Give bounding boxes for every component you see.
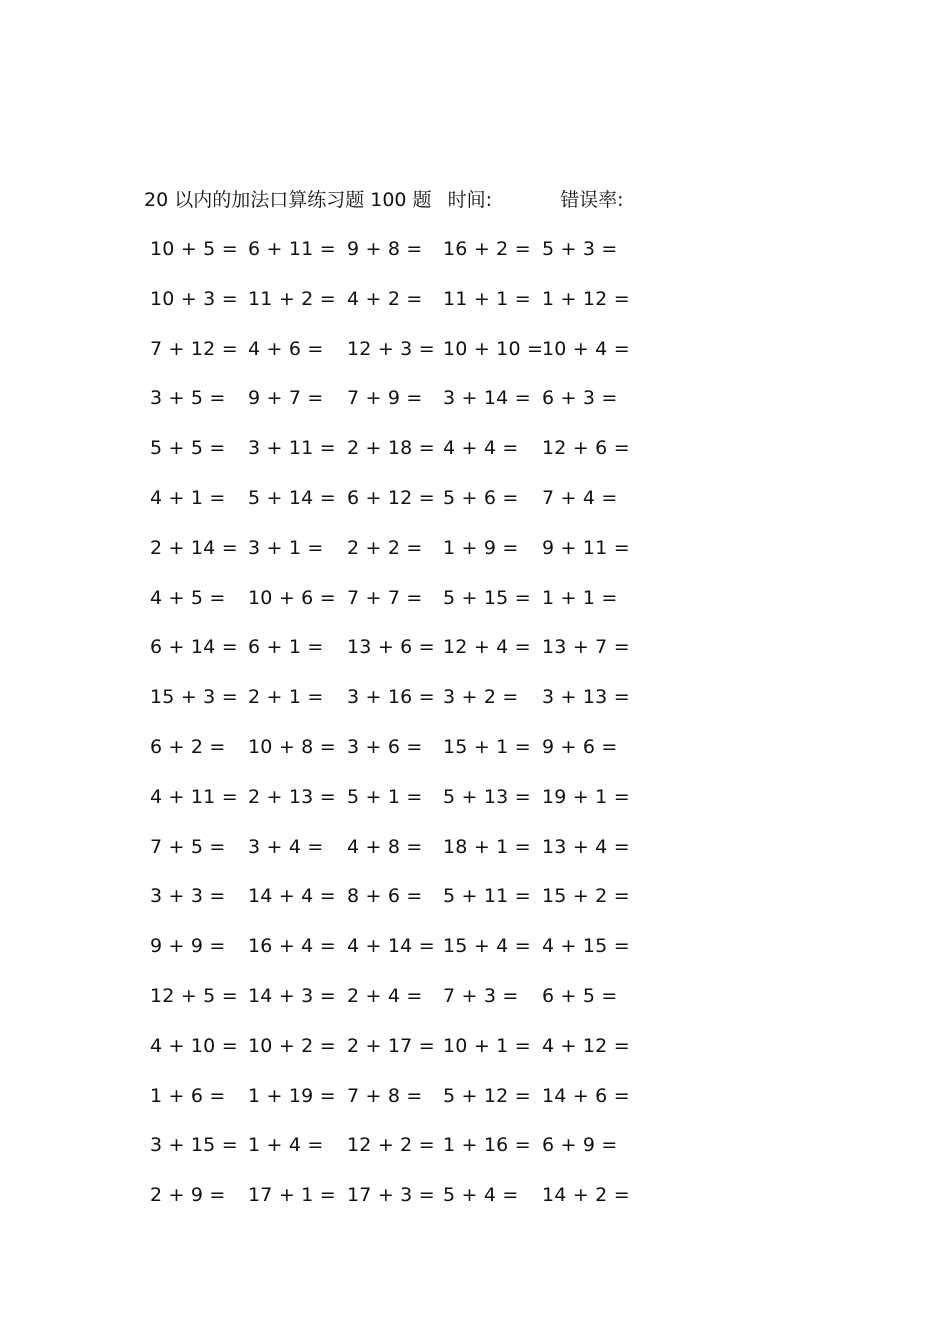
addition-problem: 6 + 11 = — [248, 238, 336, 260]
addition-problem: 3 + 6 = — [347, 736, 423, 758]
addition-problem: 15 + 3 = — [150, 686, 238, 709]
addition-problem: 3 + 4 = — [248, 835, 324, 858]
addition-problem: 3 + 5 = — [150, 387, 226, 410]
addition-problem: 6 + 14 = — [150, 636, 238, 659]
addition-problem: 4 + 14 = — [347, 935, 435, 958]
error-rate-label: 错误率: — [560, 189, 624, 211]
addition-problem: 10 + 8 = — [248, 736, 336, 758]
addition-problem: 10 + 2 = — [248, 1034, 336, 1057]
addition-problem: 18 + 1 = — [443, 835, 531, 858]
addition-problem: 14 + 4 = — [248, 885, 336, 908]
addition-problem: 4 + 10 = — [150, 1034, 238, 1057]
addition-problem: 5 + 13 = — [443, 785, 531, 808]
addition-problem: 6 + 2 = — [150, 736, 226, 758]
addition-problem: 19 + 1 = — [542, 785, 630, 808]
addition-problem: 7 + 4 = — [542, 487, 618, 509]
addition-problem: 5 + 1 = — [347, 785, 423, 808]
addition-problem: 12 + 2 = — [347, 1134, 435, 1157]
addition-problem: 1 + 16 = — [443, 1134, 531, 1157]
addition-problem: 2 + 4 = — [347, 985, 423, 1007]
addition-problem: 4 + 12 = — [542, 1034, 630, 1057]
addition-problem: 3 + 15 = — [150, 1134, 238, 1157]
addition-problem: 4 + 6 = — [248, 337, 324, 360]
addition-problem: 5 + 11 = — [443, 885, 531, 908]
addition-problem: 4 + 2 = — [347, 287, 423, 310]
addition-problem: 5 + 15 = — [443, 586, 531, 609]
addition-problem: 3 + 14 = — [443, 387, 531, 410]
addition-problem: 4 + 8 = — [347, 835, 423, 858]
addition-problem: 11 + 1 = — [443, 287, 531, 310]
addition-problem: 5 + 14 = — [248, 487, 336, 509]
addition-problem: 10 + 5 = — [150, 238, 238, 260]
addition-problem: 2 + 2 = — [347, 536, 423, 559]
addition-problem: 1 + 9 = — [443, 536, 519, 559]
addition-problem: 10 + 1 = — [443, 1034, 531, 1057]
addition-problem: 4 + 4 = — [443, 437, 519, 460]
addition-problem: 7 + 7 = — [347, 586, 423, 609]
addition-problem: 1 + 19 = — [248, 1084, 336, 1107]
addition-problem: 6 + 5 = — [542, 985, 618, 1007]
addition-problem: 13 + 6 = — [347, 636, 435, 659]
addition-problem: 7 + 12 = — [150, 337, 238, 360]
addition-problem: 3 + 1 = — [248, 536, 324, 559]
addition-problem: 10 + 3 = — [150, 287, 238, 310]
addition-problem: 15 + 2 = — [542, 885, 630, 908]
addition-problem: 16 + 4 = — [248, 935, 336, 958]
addition-problem: 1 + 6 = — [150, 1084, 226, 1107]
addition-problem: 5 + 12 = — [443, 1084, 531, 1107]
addition-problem: 5 + 4 = — [443, 1184, 519, 1207]
addition-problem: 8 + 6 = — [347, 885, 423, 908]
addition-problem: 5 + 6 = — [443, 487, 519, 509]
worksheet-header — [144, 186, 623, 214]
addition-problem: 1 + 12 = — [542, 287, 630, 310]
addition-problem: 2 + 18 = — [347, 437, 435, 460]
addition-problem: 3 + 2 = — [443, 686, 519, 709]
addition-problem: 7 + 3 = — [443, 985, 519, 1007]
worksheet-title: 20 以内的加法口算练习题 100 题 — [144, 189, 432, 211]
addition-problem: 17 + 3 = — [347, 1184, 435, 1207]
addition-problem: 4 + 5 = — [150, 586, 226, 609]
addition-problem: 14 + 6 = — [542, 1084, 630, 1107]
addition-problem: 2 + 17 = — [347, 1034, 435, 1057]
addition-problem: 11 + 2 = — [248, 287, 336, 310]
addition-problem: 12 + 6 = — [542, 437, 630, 460]
addition-problem: 13 + 4 = — [542, 835, 630, 858]
addition-problem: 6 + 9 = — [542, 1134, 618, 1157]
addition-problem: 7 + 5 = — [150, 835, 226, 858]
addition-problem: 9 + 9 = — [150, 935, 226, 958]
addition-problem: 5 + 3 = — [542, 238, 618, 260]
addition-problem: 1 + 4 = — [248, 1134, 324, 1157]
addition-problem: 2 + 13 = — [248, 785, 336, 808]
addition-problem: 3 + 3 = — [150, 885, 226, 908]
addition-problem: 5 + 5 = — [150, 437, 226, 460]
addition-problem: 7 + 9 = — [347, 387, 423, 410]
addition-problem: 10 + 4 = — [542, 337, 630, 360]
addition-problem: 3 + 13 = — [542, 686, 630, 709]
addition-problem: 9 + 11 = — [542, 536, 630, 559]
addition-problem: 7 + 8 = — [347, 1084, 423, 1107]
addition-problem: 12 + 4 = — [443, 636, 531, 659]
addition-problem: 2 + 14 = — [150, 536, 238, 559]
addition-problem: 15 + 1 = — [443, 736, 531, 758]
addition-problem: 4 + 1 = — [150, 487, 226, 509]
addition-problem: 4 + 11 = — [150, 785, 238, 808]
addition-problem: 6 + 1 = — [248, 636, 324, 659]
addition-problem: 12 + 3 = — [347, 337, 435, 360]
addition-problem: 14 + 2 = — [542, 1184, 630, 1207]
time-label: 时间: — [447, 189, 493, 211]
addition-problem: 16 + 2 = — [443, 238, 531, 260]
addition-problem: 14 + 3 = — [248, 985, 336, 1007]
addition-problem: 10 + 10 = — [443, 337, 544, 360]
addition-problem: 3 + 11 = — [248, 437, 336, 460]
addition-problem: 2 + 1 = — [248, 686, 324, 709]
addition-problem: 9 + 7 = — [248, 387, 324, 410]
addition-problem: 10 + 6 = — [248, 586, 336, 609]
addition-problem: 2 + 9 = — [150, 1184, 226, 1207]
addition-problem: 15 + 4 = — [443, 935, 531, 958]
addition-problem: 6 + 12 = — [347, 487, 435, 509]
addition-problem: 9 + 6 = — [542, 736, 618, 758]
addition-problem: 9 + 8 = — [347, 238, 423, 260]
addition-problem: 17 + 1 = — [248, 1184, 336, 1207]
addition-problem: 13 + 7 = — [542, 636, 630, 659]
addition-problem: 6 + 3 = — [542, 387, 618, 410]
addition-problem: 3 + 16 = — [347, 686, 435, 709]
addition-problem: 4 + 15 = — [542, 935, 630, 958]
addition-problem: 12 + 5 = — [150, 985, 238, 1007]
addition-problem: 1 + 1 = — [542, 586, 618, 609]
